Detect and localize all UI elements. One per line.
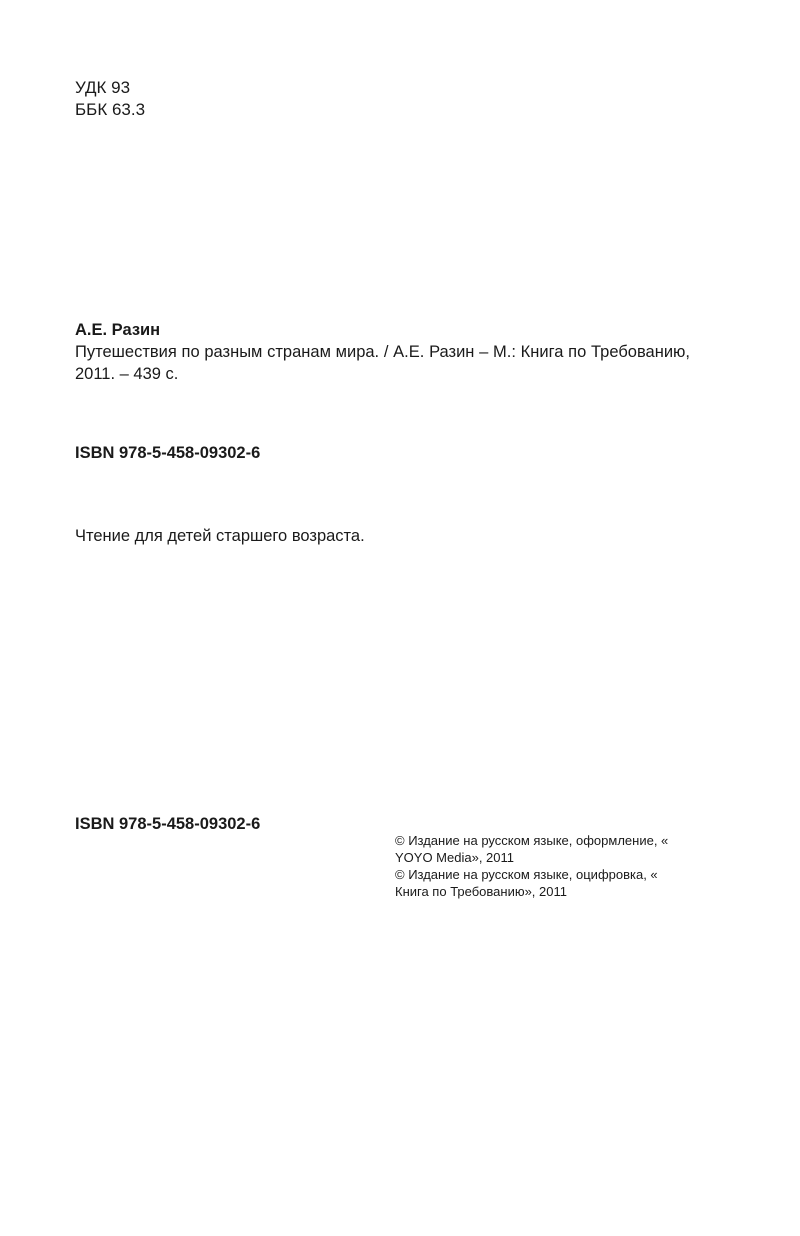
bibliographic-record (75, 319, 690, 385)
author-name: А.Е. Разин (75, 321, 161, 339)
classification-codes (75, 77, 145, 121)
copyright-line-2: YOYO Media», 2011 (395, 850, 514, 865)
udk-code: УДК 93 (75, 78, 131, 97)
isbn-number: ISBN 978-5-458-09302-6 (75, 444, 261, 462)
copyright-notices (395, 832, 695, 900)
bbk-code: ББК 63.3 (75, 100, 146, 119)
copyright-line-4: Книга по Требованию», 2011 (395, 884, 567, 899)
audience-note: Чтение для детей старшего возраста. (75, 527, 365, 545)
isbn-footer: ISBN 978-5-458-09302-6 (75, 815, 261, 833)
bibliographic-description: Путешествия по разным странам мира. / А.Е. Разин – М.: Книга по Требованию, 2011. – 439 с. (75, 343, 690, 383)
copyright-line-3: © Издание на русском языке, оцифровка, « (395, 867, 658, 882)
copyright-line-1: © Издание на русском языке, оформление, « (395, 833, 669, 848)
